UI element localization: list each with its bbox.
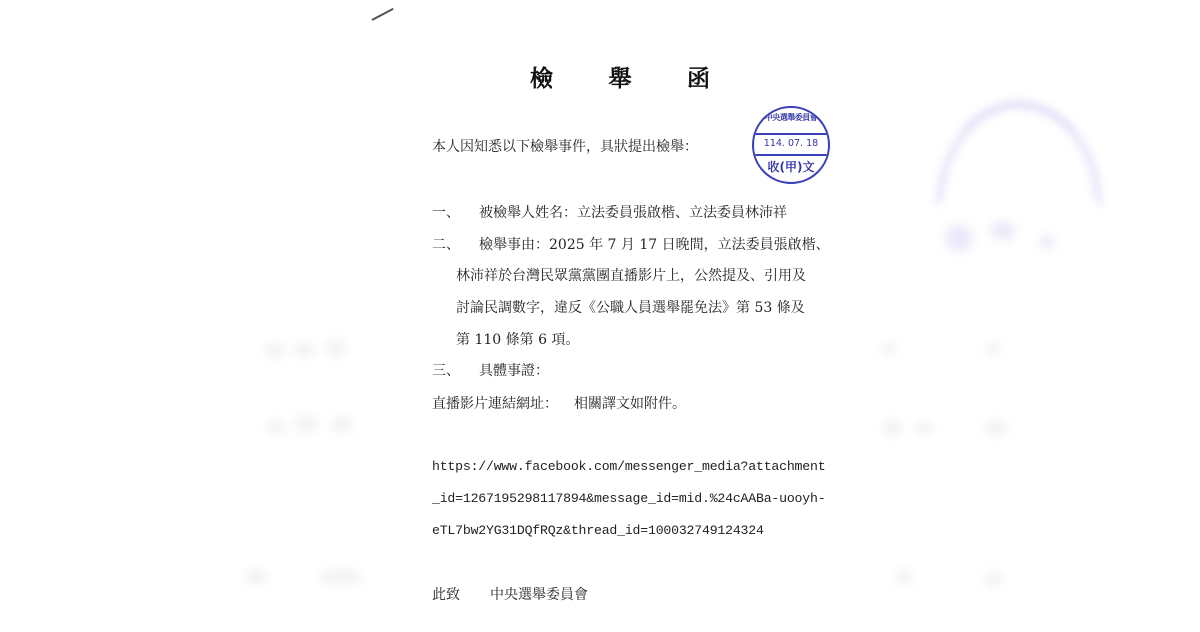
closing-salutation: 此致 [432,587,460,603]
ghost-mark [990,222,1016,240]
section-number: 三、 [432,363,460,379]
section-2-line: 第 110 條第 6 項。 [456,332,580,348]
url-line: _id=1267195298117894&message_id=mid.%24cAABa-uooyh- [432,491,826,506]
stamp-date: 114. 07. 18 [763,138,819,149]
received-stamp [752,106,830,184]
section-3 [432,361,549,381]
ghost-mark [882,343,896,355]
ghost-mark [945,225,973,251]
url-line: https://www.facebook.com/messenger_media?attachment [432,459,826,474]
ghost-mark [985,572,1003,586]
ghost-mark [245,570,267,584]
ghost-stamp-arc [935,100,1103,208]
closing [432,585,588,605]
ghost-mark [318,570,363,584]
section-text: 檢舉事由：2025 年 7 月 17 日晚間，立法委員張啟楷、 [479,237,830,253]
evidence-label: 直播影片連結網址： [432,396,558,412]
section-text: 被檢舉人姓名：立法委員張啟楷、立法委員林沛祥 [479,205,787,221]
section-1 [432,203,787,223]
stamp-receipt: 收(甲)文 [767,160,815,174]
section-2-line: 林沛祥於台灣民眾黨黨團直播影片上，公然提及、引用及 [456,268,806,284]
closing-recipient: 中央選舉委員會 [490,587,588,603]
url-line: eTL7bw2YG31DQfRQz&thread_id=100032749124324 [432,523,764,538]
ghost-mark [295,415,317,433]
section-number: 二、 [432,237,460,253]
evidence-line [432,394,686,414]
stamp-divider [754,133,828,135]
ghost-mark [1040,235,1054,249]
section-number: 一、 [432,205,460,221]
section-text: 具體事證： [479,363,549,379]
title-char: 舉 [608,65,632,92]
section-2 [432,235,830,255]
document-title [530,60,710,93]
ghost-mark [915,422,933,434]
stamp-agency: 中央選舉委員會 [764,113,818,122]
ghost-mark [895,570,913,584]
ghost-mark [883,420,903,436]
ghost-mark [325,340,347,356]
stamp-divider [754,154,828,156]
title-char: 檢 [530,65,553,92]
ghost-mark [985,343,1001,355]
ghost-mark [268,420,286,434]
pen-stroke-mark [372,8,394,21]
intro-text: 本人因知悉以下檢舉事件，具狀提出檢舉： [432,139,698,155]
section-2-line: 討論民調數字，違反《公職人員選舉罷免法》第 53 條及 [456,300,805,316]
ghost-mark [265,343,285,357]
evidence-note: 相關譯文如附件。 [574,396,686,412]
title-char: 函 [687,65,710,92]
ghost-mark [332,417,352,433]
ghost-mark [985,420,1007,436]
ghost-mark [293,343,315,357]
